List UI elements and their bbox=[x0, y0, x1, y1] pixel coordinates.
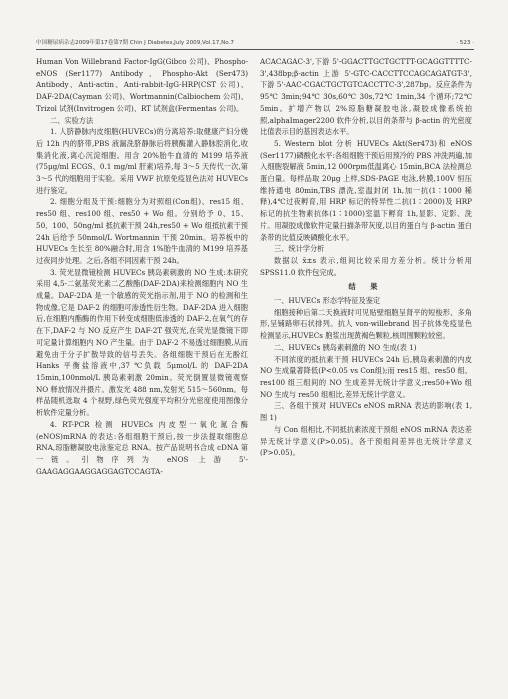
section-heading-statistics: 三、统计学分析 bbox=[274, 244, 325, 254]
result-1-heading: 一、HUVECs 形态学特征及鉴定 bbox=[274, 296, 381, 306]
method-5-paragraph: 5. Western blot 分析 HUVECs Akt(Ser473)和 eNOS (Ser1177)磷酸化水平:各组细胞干预后用预冷的 PBS 冲洗两遍,加入细胞裂解液 5min,12 000rpm低温离心 15min,BCA 法检测总蛋白量。每样品取 20μg 上样,SDS-PAGE 电泳,转膜,100V 恒压维持通电 80min,TBS 漂洗,室温封闭 1h,加一抗(1∶1000 稀释),4℃过夜孵育,用 HRP 标记的特异性二抗(1∶2000)及 HRP 标记的抗生物素抗体(1∶1000)室温下孵育 1h,显影、定影、洗片。用凝胶成像软件定量扫描条带灰度,以目的蛋白与 β-actin 蛋白条带的比值反映磷酸化水平。 bbox=[260, 138, 472, 242]
results-heading: 结 果 bbox=[348, 282, 384, 292]
result-3-heading: 三、各组干预对 HUVECs eNOS mRNA 表达的影响(表 1,图 1) bbox=[260, 401, 472, 423]
method-2-paragraph: 2. 细胞分组及干预:细胞分为对照组(Con组)、res15 组、res50 组、res100 组、res50 + Wo 组。分别给予 0、15、50、100、50ng/ml 抵抗素干预 24h,res50 + Wo 组抵抗素干预 24h 后给予 50nmol/L Wortmannin 干预 20min。培养板中的 HUVECs 生长至 80%融合时,用含 1%胎牛血清的 M199 培养基过夜同步处理。之后,各组不同因素干预 24h。 bbox=[36, 197, 248, 265]
page-number: · 523 · bbox=[456, 40, 474, 46]
result-2-heading: 二、HUVECs 胰岛素刺激的 NO 生成(表 1) bbox=[274, 342, 417, 352]
materials-paragraph: Human Von Willebrand Factor-IgG(Gibco 公司)、Phospho-eNOS (Ser1177) Antibody、Phospho-Akt (Ser473) Antibody、Anti-actin、Anti-rabbit-IgG-HRP(CST 公司)、DAF-2DA(Cayman 公司)、Wortmannin(Calbiochem 公司)、Trizol 试剂(Invitrogen 公司)、RT 试剂盒(Fermentas 公司)。 bbox=[36, 57, 248, 113]
method-4-paragraph: 4. RT-PCR 检测 HUVECs 内皮型一氧化氮合酶(eNOS)mRNA 的表达:各组细胞干预后,按一步法提取细胞总 RNA,琼脂糖凝胶电泳鉴定总 RNA。按产品说明书合成 cDNA 第一链。引物序列为 eNOS 上游 5'-GAAGAGGAAGGAGGAGTCCAGTA- bbox=[36, 419, 248, 476]
method-1-paragraph: 1. 人脐静脉内皮细胞(HUVECs)的分离培养:取健康产妇分娩后 12h 内的脐带,PBS 液漏洗脐静脉后将胰酶灌入静脉腔消化,收集消化液,离心沉淀细胞。用含 20%胎牛血清的 M199 培养液(75μg/ml ECGS、0.1 mg/ml 肝素)培养,每 3～5 天传代一次,第 3～5 代的细胞用于实验。采用 VWF 抗原免疫显色法对 HUVECs 进行鉴定。 bbox=[36, 127, 248, 195]
result-1-paragraph: 细胞接种后第二天换液时可见贴壁细胞呈肾平的短梭形、多角形,呈铺路卵石状排列。抗人 von-willebrand 因子抗体免疫显色检测显示,HUVECs 胞浆出现黄褐色颗粒,核周围颗粒较密。 bbox=[260, 307, 472, 341]
result-2-paragraph: 不同浓度的抵抗素干预 HUVECs 24h 后,胰岛素刺激的内皮 NO 生成量著降低(P<0.05 vs Con组);而 res15 组、res50 组、res100 组三组间的 NO 生成差异无统计学意义;res50+Wo 组 NO 生成与 res50 组相比,差异无统计学意义。 bbox=[260, 354, 472, 399]
statistics-paragraph: 数据以 x̄±s 表示,组间比较采用方差分析。统计分析用 SPSS11.0 软件包完成。 bbox=[260, 255, 472, 277]
primer-continuation-paragraph: ACACAGAC-3',下游 5'-GGACTTGCTGCTTT-GCAGGTTTTC-3',438bp;β-actin 上游 5'-GTC-CACCTTCCAGCAGATGT-3',下游 5'-AAC-CGACTGCTGTCACCTTC-3',287bp。反应条件为 95℃ 3min;94℃ 30s,60℃ 30s,72℃ 1min,34 个循环;72℃ 5min。扩增产物以 2%琼脂糖凝胶电泳,凝胶成像系统拍照,alphaImager2200 软件分析,以目的条带与 β-actin 的光密度比值表示目的基因表达水平。 bbox=[260, 57, 472, 137]
running-header bbox=[36, 38, 474, 50]
left-column bbox=[36, 56, 248, 477]
right-column bbox=[260, 56, 472, 459]
result-3-paragraph: 与 Con 组相比,不同抵抗素浓度干预组 eNOS mRNA 表达差异无统计学意义(P>0.05)。各干预组间差异也无统计学意义(P>0.05)。 bbox=[260, 424, 472, 458]
journal-citation: 中国糖尿病杂志2009年第17卷第7期 Chin J Diabetes,July 2009,Vol.17,No.7 bbox=[36, 40, 234, 46]
method-3-paragraph: 3. 荧光显微镜检测 HUVECs 胰岛素刺激的 NO 生成:本研究采用 4,5-二氨基荧光素二乙酸酯(DAF-2DA)来检测细胞内 NO 生成量。DAF-2DA 是一个敏感的荧光指示剂,用于 NO 的检测和生物成像,它是 DAF-2 的细胞可渗透性衍生物。DAF-2DA 进入细胞后,在细胞内酯酶的作用下转变成细胞低渗透的 DAF-2,在氧气的存在下,DAF-2 与 NO 反应产生 DAF-2T 强荧光,在荧光显微镜下即可定量计算细胞内 NO 产生量。由于 DAF-2 不易透过细胞膜,从而避免由于分子扩散导致的信号丢失。各组细胞干预后在无酚红 Hanks 平衡盐溶液中,37 ℃负载 5μmol/L 的 DAF-2DA 15min,100nmol/L 胰岛素刺激 20min。荧光倒置显微镜观察 NO 释放情况并摄片。激发光 488 nm,发射光 515～560nm。每样品随机选取 4 个视野,绿色荧光强度平均积分光密度使用图像分析软件定量分析。 bbox=[36, 267, 248, 418]
section-heading-methods: 二、实验方法 bbox=[50, 115, 94, 125]
